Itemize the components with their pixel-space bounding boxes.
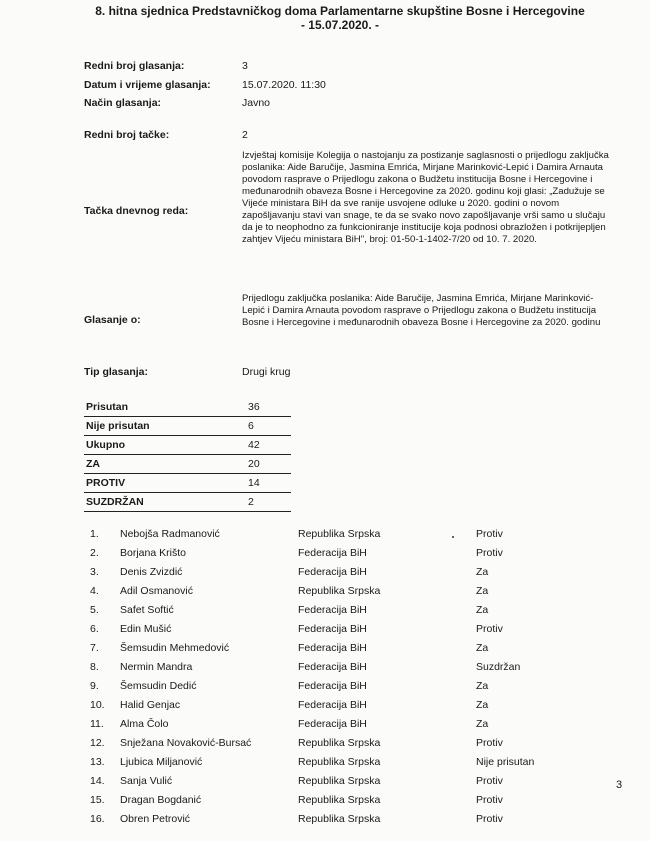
delegate-name: Edin Mušić <box>120 623 172 635</box>
delegate-entity: Republika Srpska <box>298 585 381 597</box>
delegate-entity: Republika Srpska <box>298 794 381 806</box>
delegate-vote: Za <box>476 604 489 616</box>
summary-label: Prisutan <box>84 398 246 417</box>
summary-value: 2 <box>246 493 291 512</box>
delegate-entity: Republika Srpska <box>298 528 381 540</box>
summary-value: 20 <box>246 455 291 474</box>
delegate-vote: Za <box>476 566 489 578</box>
field-value-tip-glasanja: Drugi krug <box>242 366 291 378</box>
delegate-vote: Za <box>476 718 489 730</box>
delegate-vote: Za <box>476 699 489 711</box>
delegate-entity: Federacija BiH <box>298 718 367 730</box>
summary-label: ZA <box>84 455 246 474</box>
summary-row <box>84 455 291 474</box>
delegate-entity: Republika Srpska <box>298 775 381 787</box>
summary-value: 42 <box>246 436 291 455</box>
delegate-name: Adil Osmanović <box>120 585 193 597</box>
delegate-name: Ljubica Miljanović <box>120 756 203 768</box>
delegate-vote: Protiv <box>476 794 503 806</box>
delegate-vote: Za <box>476 642 489 654</box>
delegate-vote: Protiv <box>476 775 503 787</box>
vote-summary-table <box>84 398 291 512</box>
summary-value: 6 <box>246 417 291 436</box>
delegate-name: Nebojša Radmanović <box>120 528 220 540</box>
field-value-tacka-dnevnog-reda: Izvještaj komisije Kolegija o nastojanju za postizanje saglasnosti o prijedlogu zaključka poslanika: Aide Baručije, Jasmina Emrića, Mirjane Marinković-Lepić i Damira Arnauta povodom rasprave o Prijedlogu zakona o Budžetu institucija Bosne i Hercegovine i međunarodnih obaveza Bosne i Hercegovine za 2020. godinu koji glasi: „Zadužuje se Vijeće ministara BiH da sve ranije usvojene odluke u 2020. godini o novom zapošljavanju stavi van snage, te da se svako novo zapošljavanje vrši samo u slučaju da je to neophodno za funkcioniranje institucije koja podnosi obrazložen i potkrijepljen zahtjev Vijeću ministara BiH", broj: 01-50-1-1402-7/20 od 10. 7. 2020. <box>242 150 609 245</box>
summary-value: 14 <box>246 474 291 493</box>
delegate-name: Nermin Mandra <box>120 661 193 673</box>
delegate-name: Halid Genjac <box>120 699 181 711</box>
vote-number: 8. <box>90 661 99 673</box>
vote-number: 9. <box>90 680 99 692</box>
delegate-vote: Za <box>476 585 489 597</box>
delegate-vote: Protiv <box>476 623 503 635</box>
delegate-name: Šemsudin Dedić <box>120 680 197 692</box>
field-label-glasanje-o: Glasanje o: <box>84 314 141 326</box>
vote-number: 6. <box>90 623 99 635</box>
field-label-tip-glasanja: Tip glasanja: <box>84 366 148 378</box>
vote-number: 13. <box>90 756 105 768</box>
vote-number: 16. <box>90 813 105 825</box>
summary-label: SUZDRŽAN <box>84 493 246 512</box>
summary-value: 36 <box>246 398 291 417</box>
delegate-entity: Federacija BiH <box>298 547 367 559</box>
delegate-entity: Federacija BiH <box>298 623 367 635</box>
delegate-vote: Protiv <box>476 528 503 540</box>
delegate-entity: Federacija BiH <box>298 604 367 616</box>
summary-row <box>84 398 291 417</box>
vote-number: 4. <box>90 585 99 597</box>
delegate-entity: Federacija BiH <box>298 566 367 578</box>
field-value-redni-broj-tacke: 2 <box>242 129 248 141</box>
delegate-name: Snježana Novaković-Bursać <box>120 737 252 749</box>
summary-label: Ukupno <box>84 436 246 455</box>
delegate-name: Safet Softić <box>120 604 174 616</box>
delegate-entity: Federacija BiH <box>298 661 367 673</box>
summary-row <box>84 493 291 512</box>
vote-number: 5. <box>90 604 99 616</box>
field-label-redni-broj-tacke: Redni broj tačke: <box>84 129 170 141</box>
vote-number: 10. <box>90 699 105 711</box>
field-value-datum: 15.07.2020. 11:30 <box>242 79 326 91</box>
delegate-entity: Republika Srpska <box>298 756 381 768</box>
field-label-nacin: Način glasanja: <box>84 97 162 109</box>
vote-number: 14. <box>90 775 105 787</box>
field-value-redni-broj-glasanja: 3 <box>242 60 248 72</box>
summary-label: PROTIV <box>84 474 246 493</box>
delegate-entity: Federacija BiH <box>298 680 367 692</box>
delegate-name: Dragan Bogdanić <box>120 794 202 806</box>
delegate-name: Sanja Vulić <box>120 775 173 787</box>
delegate-vote: Suzdržan <box>476 661 521 673</box>
delegate-name: Denis Zvizdić <box>120 566 183 578</box>
delegate-vote: Protiv <box>476 737 503 749</box>
scan-dot <box>452 536 454 538</box>
vote-number: 1. <box>90 528 99 540</box>
delegate-entity: Federacija BiH <box>298 642 367 654</box>
delegate-name: Alma Čolo <box>120 718 169 730</box>
document-title <box>60 4 620 32</box>
delegate-entity: Federacija BiH <box>298 699 367 711</box>
title-line-1: 8. hitna sjednica Predstavničkog doma Parlamentarne skupštine Bosne i Hercegovine <box>95 4 585 18</box>
summary-label: Nije prisutan <box>84 417 246 436</box>
field-label-redni-broj-glasanja: Redni broj glasanja: <box>84 60 185 72</box>
page-number: 3 <box>616 779 623 791</box>
delegate-name: Obren Petrović <box>120 813 191 825</box>
vote-number: 11. <box>90 718 104 730</box>
delegate-entity: Republika Srpska <box>298 813 381 825</box>
summary-row <box>84 417 291 436</box>
delegate-vote: Za <box>476 680 489 692</box>
delegate-vote: Nije prisutan <box>476 756 535 768</box>
vote-number: 12. <box>90 737 105 749</box>
summary-row <box>84 436 291 455</box>
delegate-vote: Protiv <box>476 547 503 559</box>
field-label-datum: Datum i vrijeme glasanja: <box>84 79 211 91</box>
field-label-tacka-dnevnog-reda: Tačka dnevnog reda: <box>84 205 189 217</box>
field-value-nacin: Javno <box>242 97 271 109</box>
vote-number: 2. <box>90 547 99 559</box>
vote-number: 15. <box>90 794 105 806</box>
delegate-name: Šemsudin Mehmedović <box>120 642 230 654</box>
delegate-name: Borjana Krišto <box>120 547 186 559</box>
vote-number: 3. <box>90 566 99 578</box>
delegate-vote: Protiv <box>476 813 503 825</box>
title-line-2: - 15.07.2020. - <box>300 18 380 32</box>
field-value-glasanje-o: Prijedlogu zaključka poslanika: Aide Baručije, Jasmina Emrića, Mirjane Marinković-Lepić i Damira Arnauta povodom rasprave o Prijedlogu zakona o Budžetu institucija Bosne i Hercegovine i međunarodnih obaveza Bosne i Hercegovine za 2020. godinu <box>242 293 601 328</box>
summary-row <box>84 474 291 493</box>
vote-number: 7. <box>90 642 99 654</box>
delegate-entity: Republika Srpska <box>298 737 381 749</box>
